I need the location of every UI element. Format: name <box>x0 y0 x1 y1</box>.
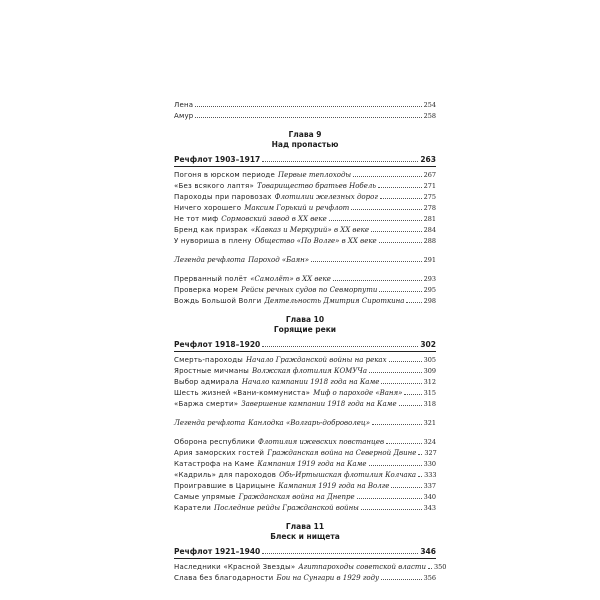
entry-subtitle: Завершение кампании 1918 года на Каме <box>241 400 397 408</box>
entry-subtitle: Рейсы речных судов по Севморпути <box>241 286 378 294</box>
entry-page: 305 <box>423 356 436 364</box>
toc-entry <box>174 214 436 225</box>
toc-entry <box>174 100 436 111</box>
toc-entry <box>174 459 436 470</box>
chapter-heading <box>174 130 436 150</box>
toc-entry <box>174 111 436 122</box>
entry-title: Бренд как призрак <box>174 226 248 234</box>
entry-subtitle: Общество «По Волге» в XX веке <box>254 237 377 245</box>
toc-entry <box>174 492 436 503</box>
chapter-number: Глава 10 <box>285 315 325 324</box>
entry-subtitle: Флотилии железных дорог <box>274 193 378 201</box>
toc-entry <box>174 355 436 366</box>
toc-entry <box>174 448 436 459</box>
entry-page: 254 <box>423 101 436 109</box>
leader-dots <box>428 568 432 569</box>
chapter-name: Блеск и нищета <box>270 532 340 541</box>
leader-dots <box>380 198 422 199</box>
entry-subtitle: Начало Гражданской войны на реках <box>246 356 387 364</box>
section-heading <box>174 547 436 559</box>
leader-dots <box>369 465 422 466</box>
entry-title: Ария заморских гостей <box>174 449 265 457</box>
table-of-contents <box>174 100 447 584</box>
entry-subtitle: Кампания 1919 года на Волге <box>278 482 390 490</box>
entry-page: 298 <box>423 297 436 305</box>
toc-entry <box>174 192 436 203</box>
entry-title: Самые упрямые <box>174 493 236 501</box>
entry-title: Вождь Большой Волги <box>174 297 262 305</box>
entry-title: Смерть-пароходы <box>174 356 244 364</box>
entry-page: 343 <box>423 504 436 512</box>
entry-title: Шесть жизней «Вани-коммуниста» <box>174 389 311 397</box>
entry-subtitle: Миф о пароходе «Ваня» <box>313 389 403 397</box>
spacer <box>174 247 436 255</box>
leader-dots <box>381 579 422 580</box>
entry-subtitle: Гражданская война на Северной Двине <box>267 449 417 457</box>
entry-subtitle: Максим Горький и речфлот <box>244 204 350 212</box>
leader-dots <box>389 361 422 362</box>
entry-subtitle: Флотилия ижевских повстанцев <box>257 438 385 446</box>
entry-page: 337 <box>423 482 436 490</box>
entry-title: Слава без благодарности <box>174 574 274 582</box>
leader-dots <box>195 106 421 107</box>
entry-subtitle: Товарищество братьев Нобель <box>256 182 377 190</box>
leader-dots <box>369 372 422 373</box>
entry-subtitle: Пароход «Баян» <box>248 256 309 264</box>
spacer <box>174 266 436 274</box>
leader-dots <box>333 280 422 281</box>
entry-subtitle: Канлодка «Волгарь-доброволец» <box>248 419 371 427</box>
spacer <box>174 410 436 418</box>
toc-entry <box>174 296 436 307</box>
chapter-heading <box>174 315 436 335</box>
entry-subtitle: Последние рейды Гражданской войны <box>214 504 359 512</box>
entry-page: 324 <box>423 438 436 446</box>
entry-title: Оборона республики <box>174 438 255 446</box>
entry-page: 330 <box>423 460 436 468</box>
leader-dots <box>379 291 421 292</box>
entry-title: Погоня в юрском периоде <box>174 171 275 179</box>
leader-dots <box>195 117 421 118</box>
entry-title: Каратели <box>174 504 211 512</box>
entry-title: Наследники «Красной Звезды» <box>174 563 296 571</box>
toc-entry <box>174 399 436 410</box>
entry-page: 333 <box>424 471 437 479</box>
entry-page: 318 <box>423 400 436 408</box>
entry-title: Проигравшие в Царицыне <box>174 482 276 490</box>
spacer <box>174 307 436 315</box>
leader-dots <box>378 187 421 188</box>
spacer <box>174 122 436 130</box>
entry-page: 284 <box>423 226 436 234</box>
toc-group-top <box>174 100 436 122</box>
toc-entry <box>174 274 436 285</box>
entry-subtitle: Агитпароходы советской власти <box>298 563 427 571</box>
toc-entry <box>174 388 436 399</box>
entry-page: 288 <box>423 237 436 245</box>
toc-legend-entry <box>174 255 436 266</box>
spacer <box>174 514 436 522</box>
entry-subtitle: «Самолёт» в XX веке <box>250 275 331 283</box>
entry-title: Проверка морем <box>174 286 239 294</box>
section-page: 263 <box>420 155 436 164</box>
entry-page: 293 <box>423 275 436 283</box>
entry-subtitle: Гражданская война на Днепре <box>238 493 355 501</box>
leader-dots <box>381 383 421 384</box>
entry-page: 278 <box>423 204 436 212</box>
entry-subtitle: Сормовский завод в XX веке <box>221 215 327 223</box>
entry-subtitle: Начало кампании 1918 года на Каме <box>241 378 380 386</box>
toc-legend-entry <box>174 418 436 429</box>
entry-subtitle: Бои на Сунгари в 1929 году <box>276 574 380 582</box>
entry-title: У нувориша в плену <box>174 237 252 245</box>
spacer <box>174 429 436 437</box>
entry-page: 327 <box>424 449 437 457</box>
toc-entry <box>174 503 436 514</box>
leader-dots <box>372 424 421 425</box>
entry-subtitle: Обь-Иртышская флотилия Колчака <box>279 471 417 479</box>
leader-dots <box>311 261 422 262</box>
toc-entry <box>174 481 436 492</box>
section-page: 346 <box>420 547 436 556</box>
entry-title: Лена <box>174 101 194 109</box>
entry-title: Катастрофа на Каме <box>174 460 255 468</box>
toc-entry <box>174 573 436 584</box>
leader-dots <box>386 443 421 444</box>
entry-subtitle: «Кавказ и Меркурий» в XX веке <box>250 226 369 234</box>
chapter-name: Над пропастью <box>271 140 339 149</box>
entry-subtitle: Деятельность Дмитрия Сироткина <box>264 297 405 305</box>
entry-page: 356 <box>423 574 436 582</box>
chapter-name: Горящие реки <box>273 325 337 334</box>
entry-title: Пароходы при паровозах <box>174 193 272 201</box>
entry-page: 340 <box>423 493 436 501</box>
section-heading <box>174 340 436 352</box>
section-title: Речфлот 1921–1940 <box>174 547 261 556</box>
entry-page: 309 <box>423 367 436 375</box>
entry-title: Яростные мичманы <box>174 367 249 375</box>
toc-entry <box>174 285 436 296</box>
entry-subtitle: Кампания 1919 года на Каме <box>257 460 367 468</box>
leader-dots <box>371 231 422 232</box>
toc-entry <box>174 366 436 377</box>
entry-page: 321 <box>423 419 436 427</box>
chapter-number: Глава 9 <box>288 130 322 139</box>
toc-entry <box>174 437 436 448</box>
entry-page: 281 <box>423 215 436 223</box>
leader-dots <box>418 476 422 477</box>
toc-entry <box>174 225 436 236</box>
leader-dots <box>262 161 418 162</box>
entry-page: 267 <box>423 171 436 179</box>
leader-dots <box>353 176 421 177</box>
entry-page: 291 <box>423 256 436 264</box>
toc-entry <box>174 181 436 192</box>
entry-page: 275 <box>423 193 436 201</box>
entry-title: Легенда речфлота <box>174 256 246 264</box>
entry-title: Амур <box>174 112 194 120</box>
leader-dots <box>404 394 421 395</box>
leader-dots <box>406 302 421 303</box>
leader-dots <box>262 553 418 554</box>
entry-title: Легенда речфлота <box>174 419 246 427</box>
toc-entry <box>174 377 436 388</box>
entry-page: 350 <box>434 563 447 571</box>
chapter-number: Глава 11 <box>285 522 325 531</box>
leader-dots <box>351 209 421 210</box>
entry-title: «Без всякого лаптя» <box>174 182 254 190</box>
section-page: 302 <box>420 340 436 349</box>
entry-subtitle: Волжская флотилия КОМУЧа <box>252 367 367 375</box>
entry-title: Ничего хорошего <box>174 204 242 212</box>
entry-title: «Баржа смерти» <box>174 400 239 408</box>
entry-page: 271 <box>423 182 436 190</box>
toc-entry <box>174 170 436 181</box>
entry-title: Прерванный полёт <box>174 275 248 283</box>
leader-dots <box>361 509 422 510</box>
leader-dots <box>391 487 421 488</box>
entry-title: Выбор адмирала <box>174 378 239 386</box>
toc-entry <box>174 203 436 214</box>
chapter-heading <box>174 522 436 542</box>
toc-entry <box>174 470 436 481</box>
entry-subtitle: Первые теплоходы <box>277 171 352 179</box>
section-title: Речфлот 1918–1920 <box>174 340 261 349</box>
entry-page: 312 <box>423 378 436 386</box>
entry-page: 258 <box>423 112 436 120</box>
toc-entry <box>174 236 436 247</box>
leader-dots <box>262 346 418 347</box>
leader-dots <box>379 242 422 243</box>
leader-dots <box>418 454 422 455</box>
entry-page: 295 <box>423 286 436 294</box>
entry-title: Не тот миф <box>174 215 219 223</box>
entry-title: «Кадриль» для пароходов <box>174 471 277 479</box>
section-heading <box>174 155 436 167</box>
leader-dots <box>329 220 422 221</box>
section-title: Речфлот 1903–1917 <box>174 155 261 164</box>
toc-entry <box>174 562 447 573</box>
entry-page: 315 <box>423 389 436 397</box>
leader-dots <box>357 498 422 499</box>
leader-dots <box>399 405 422 406</box>
